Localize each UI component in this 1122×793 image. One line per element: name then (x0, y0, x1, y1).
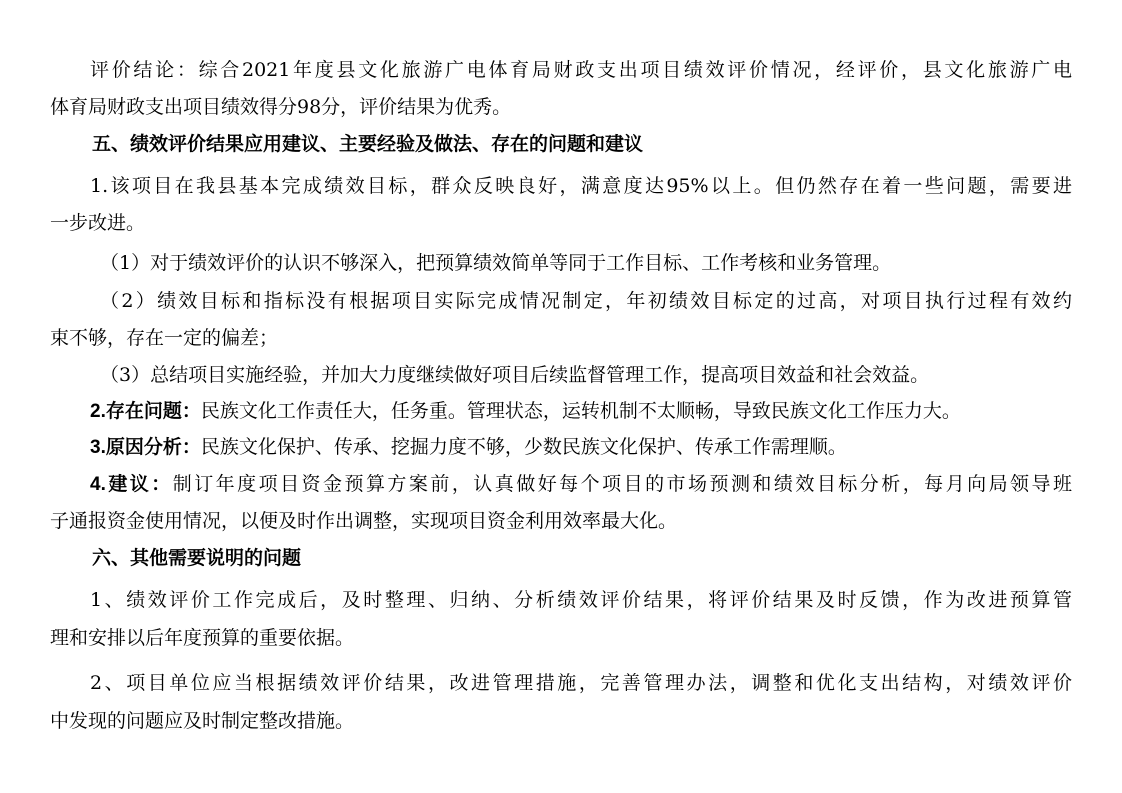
section-6-p1-line-2: 理和安排以后年度预算的重要依据。 (50, 627, 355, 649)
item-2-text: 民族文化工作责任大，任务重。管理状态，运转机制不太顺畅，导致民族文化工作压力大。 (200, 400, 961, 422)
section-6-p1-line-1: 1、绩效评价工作完成后，及时整理、归纳、分析绩效评价结果，将评价结果及时反馈，作为改进预算管 (90, 589, 1072, 611)
item-4-line-2: 子通报资金使用情况，以便及时作出调整，实现项目资金利用效率最大化。 (50, 510, 678, 532)
section-5-heading: 五、绩效评价结果应用建议、主要经验及做法、存在的问题和建议 (92, 133, 644, 155)
item-3-text: 民族文化保护、传承、挖掘力度不够，少数民族文化保护、传承工作需理顺。 (200, 436, 847, 458)
item-1-line-2: 一步改进。 (50, 212, 146, 234)
item-2-label: 2.存在问题： (90, 401, 201, 422)
item-3-label: 3.原因分析： (90, 437, 201, 458)
sub-item-1: （1）对于绩效评价的认识不够深入，把预算绩效简单等同于工作目标、工作考核和业务管理。 (100, 252, 892, 274)
section-6-p2-line-1: 2、项目单位应当根据绩效评价结果，改进管理措施，完善管理办法，调整和优化支出结构，对绩效评价 (90, 672, 1072, 694)
item-4-line-1 (50, 466, 1072, 503)
item-4-label: 4.建议： (90, 474, 173, 495)
sub-item-3: （3）总结项目实施经验，并加大力度继续做好项目后续监督管理工作，提高项目效益和社会效益。 (100, 364, 930, 386)
sub-item-2-line-2: 束不够，存在一定的偏差； (50, 327, 279, 349)
item-1-line-1: 1.该项目在我县基本完成绩效目标，群众反映良好，满意度达95%以上。但仍然存在着一些问题，需要进 (90, 175, 1072, 197)
section-6-heading: 六、其他需要说明的问题 (92, 547, 302, 569)
item-4-text: 制订年度项目资金预算方案前，认真做好每个项目的市场预测和绩效目标分析，每月向局领导班 (172, 473, 1072, 495)
sub-item-2-line-1: （2）绩效目标和指标没有根据项目实际完成情况制定，年初绩效目标定的过高，对项目执行过程有效约 (100, 290, 1072, 312)
section-6-p2-line-2: 中发现的问题应及时制定整改措施。 (50, 710, 355, 732)
item-2 (50, 393, 1072, 430)
item-3 (50, 429, 1072, 466)
conclusion-line-2: 体育局财政支出项目绩效得分98分，评价结果为优秀。 (50, 96, 512, 118)
conclusion-line-1: 评价结论：综合2021年度县文化旅游广电体育局财政支出项目绩效评价情况，经评价，县文化旅游广电 (90, 59, 1072, 81)
